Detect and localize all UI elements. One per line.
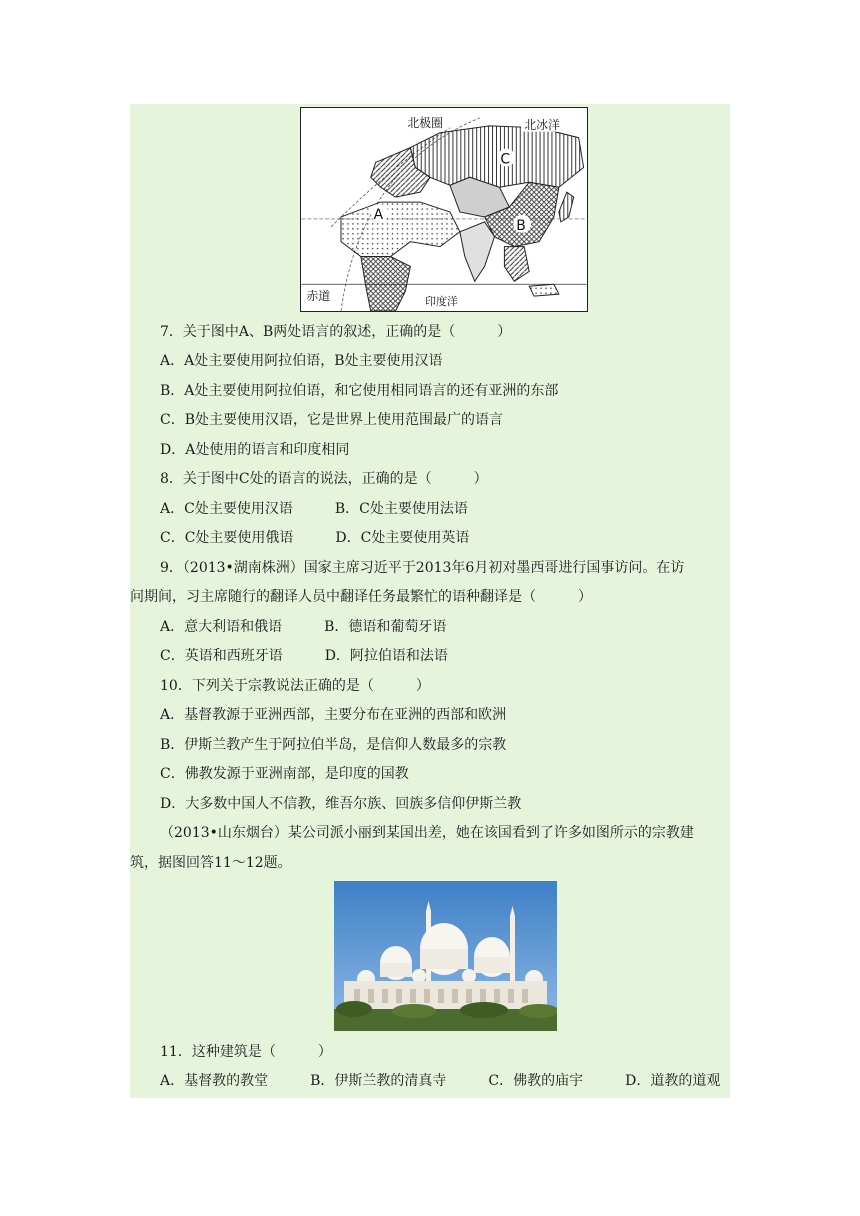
arctic-ocean-label: 北冰洋 xyxy=(524,117,560,132)
language-region-map xyxy=(300,107,588,312)
q8-options-cd: C．C处主要使用俄语 D．C处主要使用英语 xyxy=(160,530,470,546)
region-a-label: A xyxy=(373,206,384,223)
q9-stem-line2: 问期间，习主席随行的翻译人员中翻译任务最繁忙的语种翻译是（ ） xyxy=(130,589,592,605)
q7-option-b: B．A处主要使用阿拉伯语，和它使用相同语言的还有亚洲的东部 xyxy=(160,383,559,399)
arctic-circle-label: 北极圈 xyxy=(407,115,443,130)
q7-option-c: C．B处主要使用汉语，它是世界上使用范围最广的语言 xyxy=(160,412,503,428)
q7-option-a: A．A处主要使用阿拉伯语，B处主要使用汉语 xyxy=(160,353,443,369)
q9-options-ab: A．意大利语和俄语 B．德语和葡萄牙语 xyxy=(160,619,447,635)
q9-options-cd: C．英语和西班牙语 D．阿拉伯语和法语 xyxy=(160,648,448,664)
intro-line2: 筑，据图回答11～12题。 xyxy=(130,855,292,871)
equator-label: 赤道 xyxy=(306,289,331,304)
q9-stem-line1: 9．（2013•湖南株洲）国家主席习近平于2013年6月初对墨西哥进行国事访问。在访 xyxy=(160,560,685,576)
q8-options-ab: A．C处主要使用汉语 B．C处主要使用法语 xyxy=(160,501,468,517)
mosque-photo xyxy=(334,881,557,1031)
q10-option-c: C．佛教发源于亚洲南部，是印度的国教 xyxy=(160,766,409,782)
q10-option-a: A．基督教源于亚洲西部，主要分布在亚洲的西部和欧洲 xyxy=(160,707,507,723)
q7-stem: 7．关于图中A、B两处语言的叙述，正确的是（ ） xyxy=(160,324,512,340)
indian-ocean-label: 印度洋 xyxy=(425,295,458,309)
region-b-label: B xyxy=(516,217,526,234)
intro-line1: （2013•山东烟台）某公司派小丽到某国出差，她在该国看到了许多如图所示的宗教建 xyxy=(160,825,694,841)
q11-options: A．基督教的教堂 B．伊斯兰教的清真寺 C．佛教的庙宇 D．道教的道观 xyxy=(160,1073,721,1089)
region-c-label: C xyxy=(500,151,511,168)
q10-option-b: B．伊斯兰教产生于阿拉伯半岛，是信仰人数最多的宗教 xyxy=(160,737,507,753)
q11-stem: 11．这种建筑是（ ） xyxy=(160,1044,332,1060)
q10-option-d: D．大多数中国人不信教，维吾尔族、回族多信仰伊斯兰教 xyxy=(160,796,522,812)
q7-option-d: D．A处使用的语言和印度相同 xyxy=(160,442,350,458)
q10-stem: 10．下列关于宗教说法正确的是（ ） xyxy=(160,678,430,694)
q8-stem: 8．关于图中C处的语言的说法，正确的是（ ） xyxy=(160,471,488,487)
